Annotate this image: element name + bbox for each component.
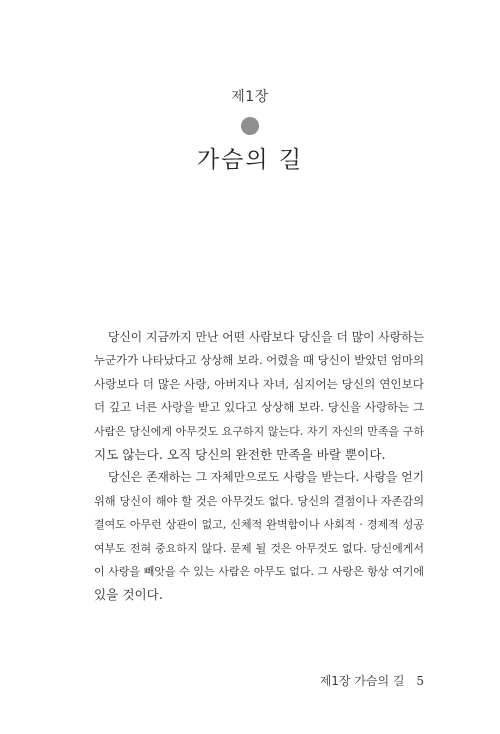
text-line: 당신이 지금까지 만난 어떤 사람보다 당신을 더 많이 사랑하는 [108,330,424,344]
text-line: 이 사랑을 빼앗을 수 있는 사람은 아무도 없다. 그 사랑은 항상 여기에 [94,564,424,578]
paragraph [94,466,424,606]
text-line: 사람은 당신에게 아무것도 요구하지 않는다. 자기 자신의 만족을 구하 [94,424,424,438]
text-line: 여부도 전혀 중요하지 않다. 문제 될 것은 아무것도 없다. 당신에게서 [94,541,424,555]
text-line: 누군가가 나타났다고 상상해 보라. 어렸을 때 당신이 받았던 엄마의 [94,353,424,368]
page-number: 5 [416,674,424,688]
chapter-dot-ornament [241,117,259,135]
chapter-title: 가슴의 길 [196,147,304,173]
chapter-label: 제1장 [231,89,269,105]
text-line: 당신은 존재하는 그 자체만으로도 사랑을 받는다. 사랑을 얻기 [108,470,424,485]
text-line: 더 깊고 너른 사랑을 받고 있다고 상상해 보라. 당신을 사랑하는 그 [94,400,424,415]
paragraph [94,326,424,466]
body-text [94,326,424,607]
text-line: 위해 당신이 해야 할 것은 아무것도 없다. 당신의 결점이나 자존감의 [94,494,424,508]
running-title: 제1장 가슴의 길 [319,674,405,688]
text-line: 결여도 아무런 상관이 없고, 신체적 완벽함이나 사회적 · 경제적 성공 [94,518,424,532]
text-line: 지도 않는다. 오직 당신의 완전한 만족을 바랄 뿐이다. [94,446,386,462]
text-line: 사랑보다 더 많은 사랑, 아버지나 자녀, 심지어는 당신의 연인보다 [94,376,424,391]
text-line: 있을 것이다. [94,587,163,603]
page-footer [320,672,424,689]
